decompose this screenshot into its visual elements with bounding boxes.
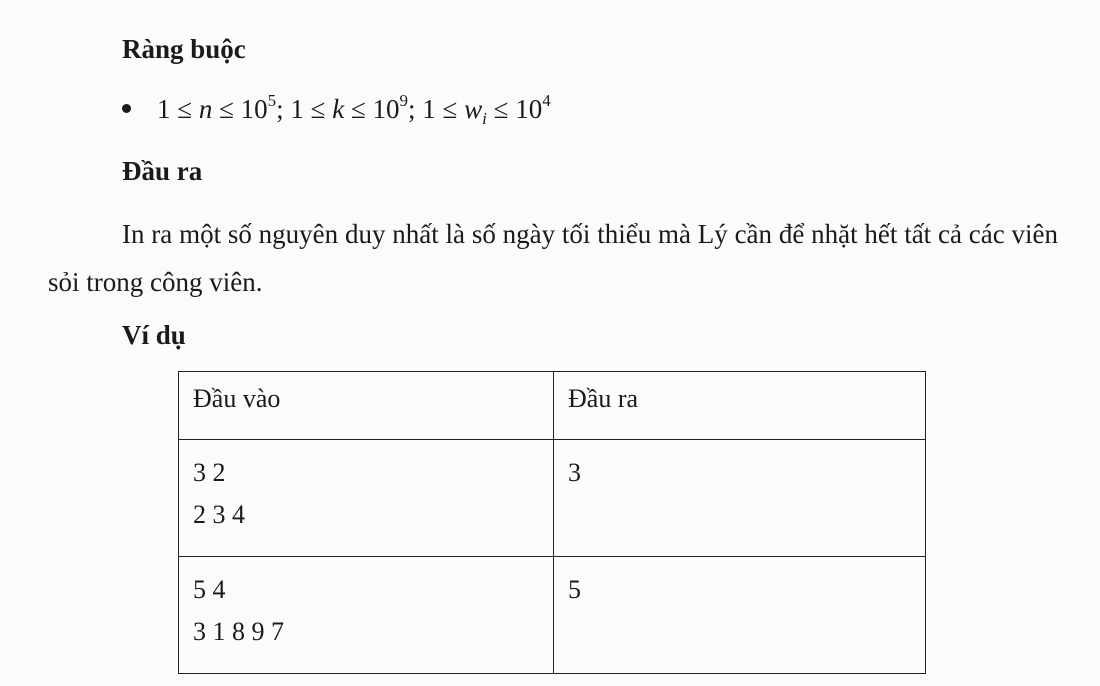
cell-output: [554, 557, 926, 674]
input-line: 2 3 4: [193, 500, 245, 529]
table-header-row: [179, 372, 926, 440]
example-heading: Ví dụ: [122, 320, 186, 350]
cell-input: [179, 557, 554, 674]
output-line: 3: [568, 458, 581, 487]
cell-input: [179, 440, 554, 557]
table-row: [179, 440, 926, 557]
cell-output: [554, 440, 926, 557]
header-output: Đầu ra: [554, 372, 926, 440]
output-heading: Đầu ra: [122, 156, 203, 186]
header-input: Đầu vào: [179, 372, 554, 440]
input-line: 3 2: [193, 458, 226, 487]
constraint-formula: $1 \le n \le 10^5$; $1 \le k \le 10^9$; $1 \le w_i \le 10^4$: [157, 91, 551, 128]
constraints-heading: Ràng buộc: [122, 34, 246, 64]
table-row: [179, 557, 926, 674]
constraint-bullet: [122, 91, 551, 128]
output-description: In ra một số nguyên duy nhất là số ngày tối thiểu mà Lý cần để nhặt hết tất cả các viên sỏi trong công viên.: [48, 219, 1058, 297]
output-line: 5: [568, 575, 581, 604]
example-table: [178, 371, 926, 674]
input-line: 5 4: [193, 575, 226, 604]
input-line: 3 1 8 9 7: [193, 617, 284, 646]
bullet-dot-icon: [122, 104, 131, 113]
